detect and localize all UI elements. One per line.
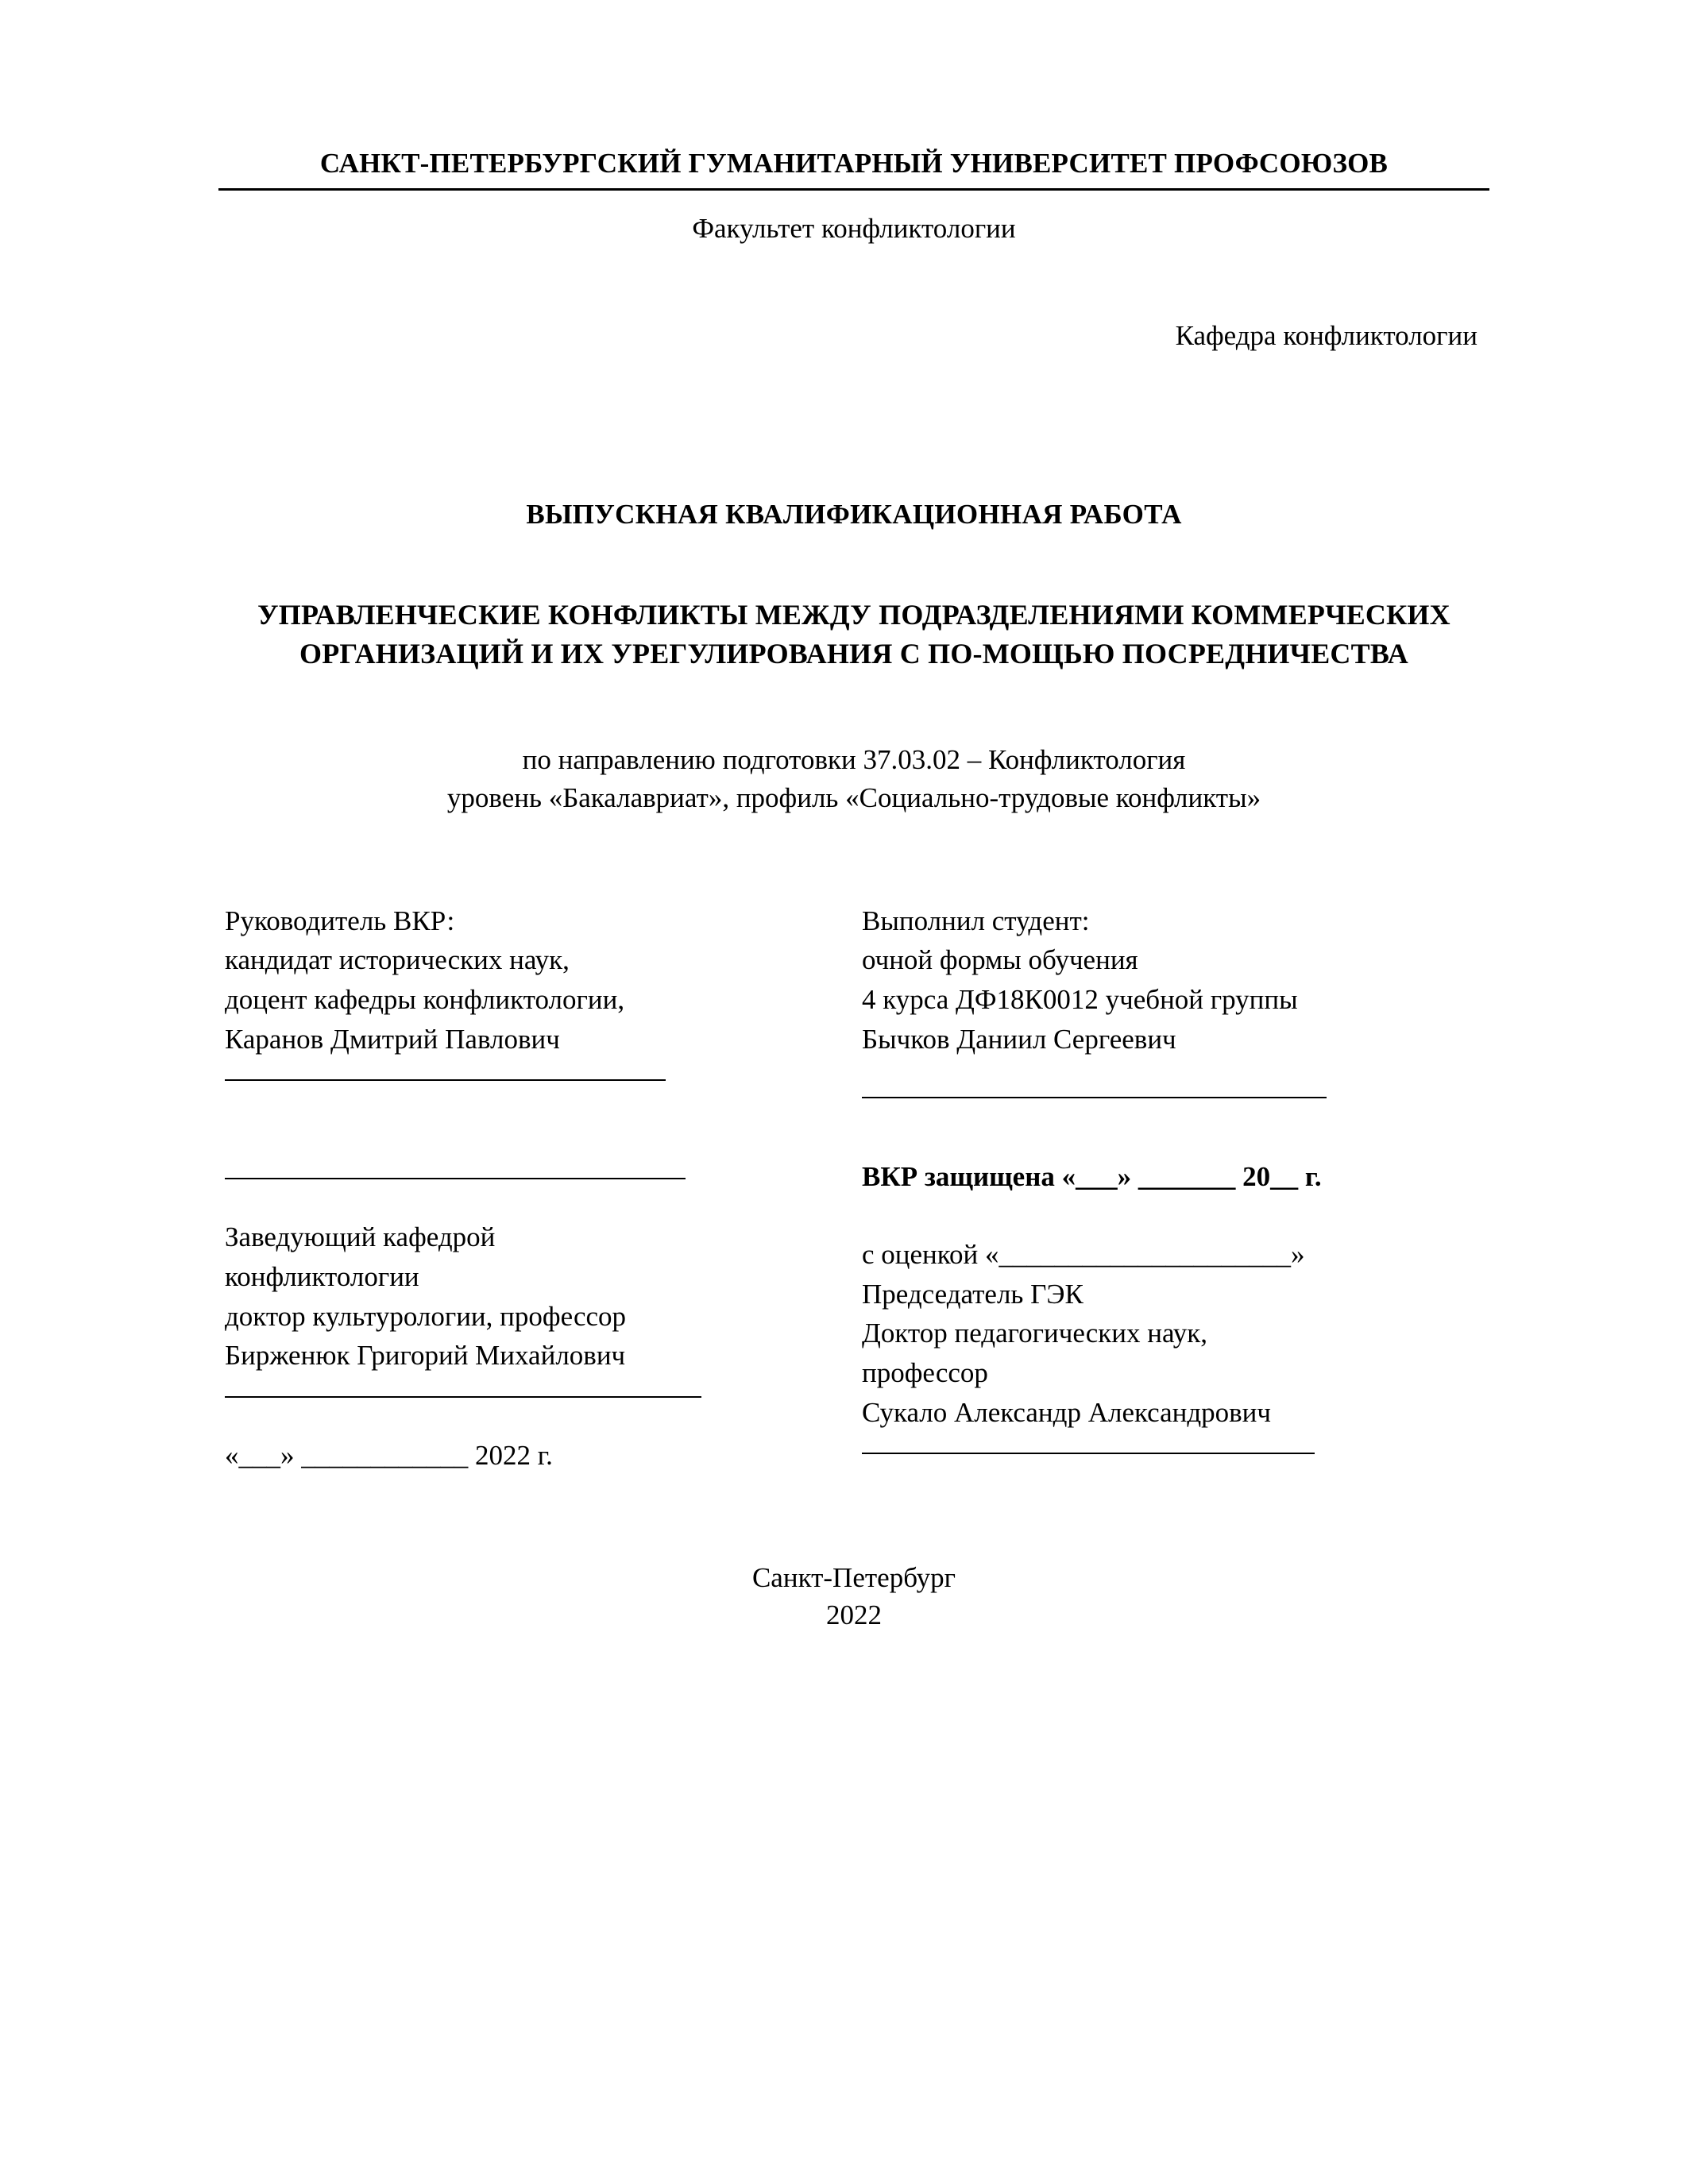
department-name: Кафедра конфликтологии [1175,320,1477,351]
supervisor-position: доцент кафедры конфликтологии, [225,983,625,1015]
program-profile: уровень «Бакалавриат», профиль «Социально-трудовые конфликты» [446,782,1261,814]
commission-chair-signature-line [862,1453,1315,1454]
commission-chair-position: профессор [862,1357,988,1388]
supervisor-degree: кандидат исторических наук, [225,944,570,976]
work-title: УПРАВЛЕНЧЕСКИЕ КОНФЛИКТЫ МЕЖДУ ПОДРАЗДЕЛЕНИЯМИ КОММЕРЧЕСКИХ ОРГАНИЗАЦИЙ И ИХ УРЕГУЛИРОВАНИЯ С ПО-МОЩЬЮ ПОСРЕДНИЧЕСТВА [257,599,1450,669]
commission-chair-degree: Доктор педагогических наук, [862,1318,1207,1349]
head-department-role-line2: конфликтологии [225,1260,419,1292]
work-type: ВЫПУСКНАЯ КВАЛИФИКАЦИОННАЯ РАБОТА [526,499,1182,530]
defense-date-line: ВКР защищена «___» _______ 20__ г. [862,1161,1322,1193]
year: 2022 [826,1599,882,1630]
commission-chair-name: Сукало Александр Александрович [862,1396,1272,1428]
right-column [846,901,1489,1476]
university-name: САНКТ-ПЕТЕРБУРГСКИЙ ГУМАНИТАРНЫЙ УНИВЕРСИТЕТ ПРОФСОЮЗОВ [218,147,1489,191]
defense-grade-line: с оценкой «_____________________» [862,1238,1305,1270]
supervisor-name: Каранов Дмитрий Павлович [225,1023,560,1055]
faculty-name: Факультет конфликтологии [692,213,1016,244]
signatures-block [218,901,1489,1476]
program-direction: по направлению подготовки 37.03.02 – Конфликтология [522,743,1186,775]
student-group: 4 курса ДФ18К0012 учебной группы [862,983,1298,1015]
commission-chair-role-label: Председатель ГЭК [862,1278,1083,1310]
city: Санкт-Петербург [751,1561,956,1593]
head-department-degree: доктор культурологии, профессор [225,1300,627,1332]
left-column [218,901,846,1476]
student-name: Бычков Даниил Сергеевич [862,1023,1176,1055]
supervisor-role-label: Руководитель ВКР: [225,905,455,936]
page-content [218,147,1489,1634]
head-department-name: Бирженюк Григорий Михайлович [225,1340,626,1372]
student-form-of-study: очной формы обучения [862,944,1138,976]
student-role-label: Выполнил студент: [862,905,1090,936]
head-department-role-line1: Заведующий кафедрой [225,1221,496,1253]
date-line: «___» ____________ 2022 г. [225,1440,553,1471]
